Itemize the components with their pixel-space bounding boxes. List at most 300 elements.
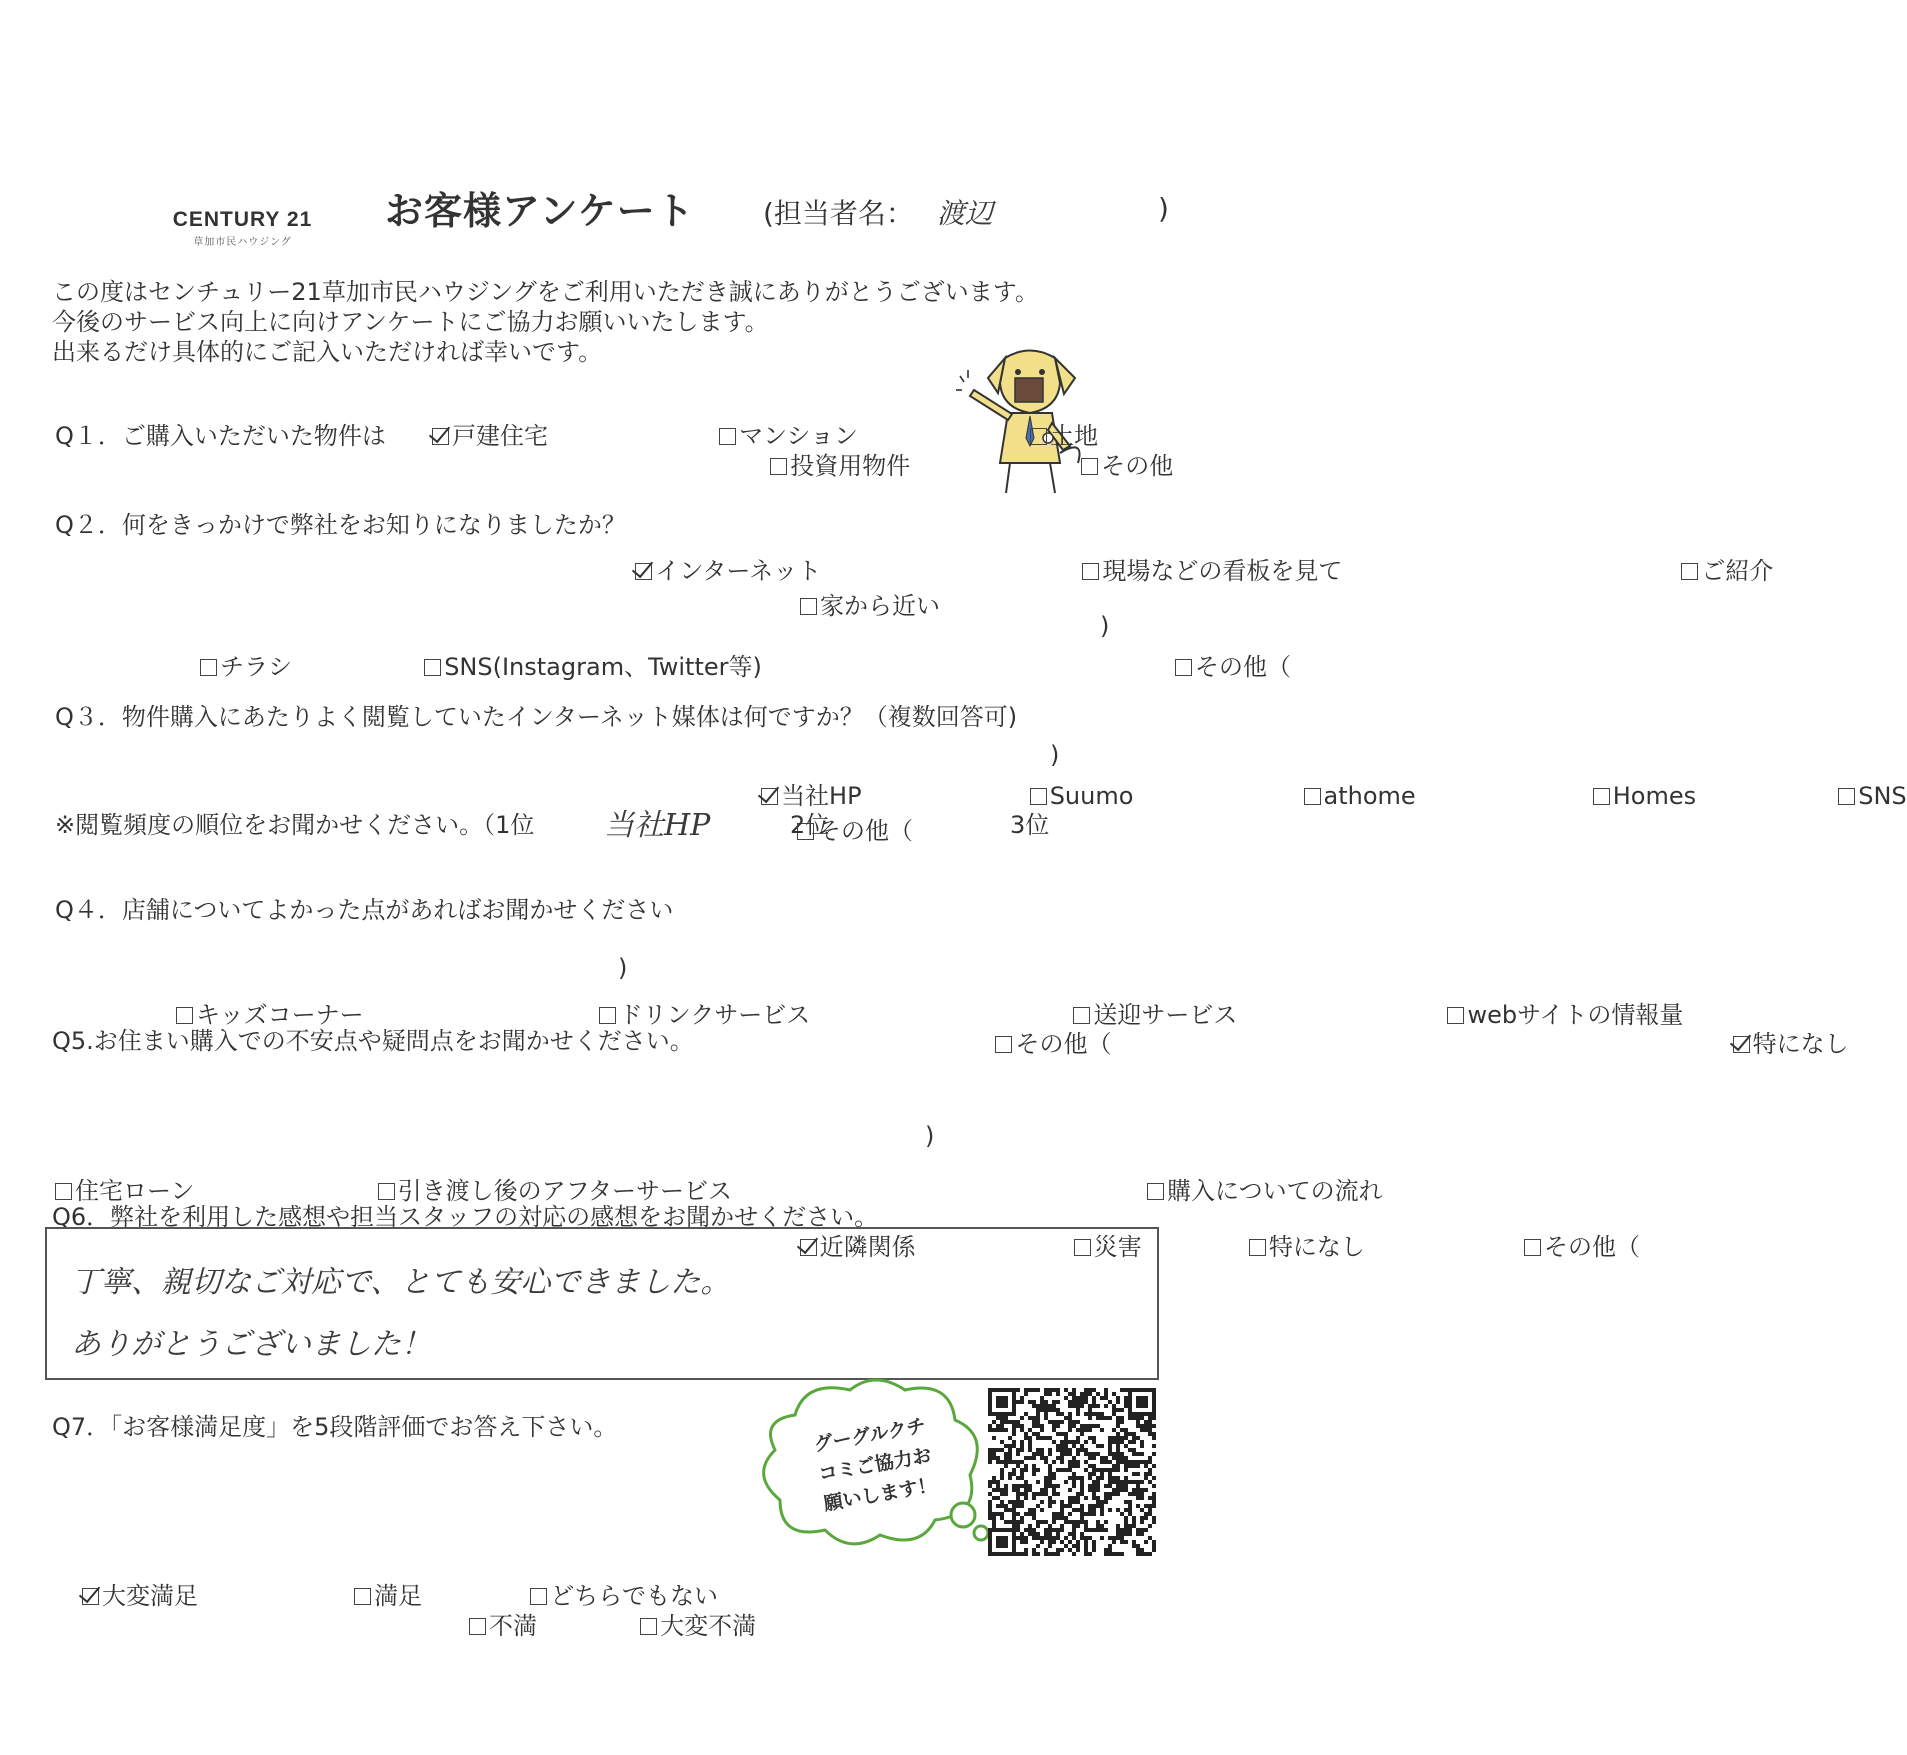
qr-module bbox=[1060, 1412, 1064, 1416]
qr-module bbox=[1020, 1416, 1024, 1420]
q4-option-kids-corner[interactable]: キッズコーナー bbox=[176, 995, 364, 1030]
checkbox-icon[interactable] bbox=[200, 659, 217, 676]
checkbox-icon[interactable] bbox=[1447, 1007, 1464, 1024]
q2-option-near-home[interactable]: 家から近い bbox=[800, 586, 940, 621]
qr-module bbox=[1076, 1452, 1080, 1456]
qr-module bbox=[1152, 1476, 1156, 1480]
checkbox-icon[interactable] bbox=[469, 1618, 486, 1635]
qr-code-graphic bbox=[988, 1388, 1156, 1556]
qr-module bbox=[1120, 1456, 1124, 1460]
qr-module bbox=[988, 1504, 992, 1508]
qr-module bbox=[1096, 1484, 1100, 1488]
qr-module bbox=[1148, 1496, 1152, 1500]
qr-module bbox=[1136, 1548, 1140, 1552]
checkbox-icon[interactable] bbox=[1524, 1239, 1541, 1256]
q3-option-other[interactable]: その他（ bbox=[797, 811, 913, 846]
qr-module bbox=[1152, 1404, 1156, 1408]
qr-code-icon[interactable] bbox=[988, 1388, 1156, 1556]
qr-module bbox=[1108, 1552, 1112, 1556]
qr-module bbox=[1104, 1396, 1108, 1400]
qr-module bbox=[1032, 1536, 1036, 1540]
qr-module bbox=[1084, 1544, 1088, 1548]
qr-module bbox=[1048, 1504, 1052, 1508]
qr-module bbox=[1012, 1500, 1016, 1504]
qr-module bbox=[1140, 1552, 1144, 1556]
checkbox-icon[interactable] bbox=[719, 428, 736, 445]
qr-module bbox=[1008, 1452, 1012, 1456]
qr-module bbox=[1132, 1464, 1136, 1468]
qr-module bbox=[1088, 1476, 1092, 1480]
qr-module bbox=[1040, 1396, 1044, 1400]
qr-module bbox=[1016, 1484, 1020, 1488]
qr-module bbox=[1140, 1396, 1144, 1400]
checkbox-checked-icon[interactable] bbox=[82, 1588, 99, 1605]
q5-option-nothing[interactable]: 特になし bbox=[1249, 1227, 1365, 1262]
qr-module bbox=[1076, 1476, 1080, 1480]
qr-module bbox=[1028, 1508, 1032, 1512]
qr-module bbox=[1036, 1408, 1040, 1412]
qr-module bbox=[1084, 1396, 1088, 1400]
qr-module bbox=[1004, 1528, 1008, 1532]
qr-module bbox=[1088, 1428, 1092, 1432]
qr-module bbox=[1036, 1448, 1040, 1452]
qr-module bbox=[992, 1476, 996, 1480]
qr-module bbox=[1000, 1492, 1004, 1496]
qr-module bbox=[1076, 1548, 1080, 1552]
q5-option-after-service[interactable]: 引き渡し後のアフターサービス bbox=[378, 1171, 732, 1206]
qr-module bbox=[1068, 1416, 1072, 1420]
checkbox-icon[interactable] bbox=[1073, 1007, 1090, 1024]
qr-module bbox=[1068, 1464, 1072, 1468]
qr-module bbox=[996, 1544, 1000, 1548]
qr-module bbox=[992, 1420, 996, 1424]
qr-module bbox=[1060, 1500, 1064, 1504]
qr-module bbox=[1116, 1396, 1120, 1400]
qr-module bbox=[988, 1552, 992, 1556]
qr-module bbox=[1028, 1488, 1032, 1492]
qr-module bbox=[1104, 1468, 1108, 1472]
qr-module bbox=[1032, 1468, 1036, 1472]
qr-module bbox=[1076, 1544, 1080, 1548]
staff-close: ) bbox=[1158, 192, 1169, 225]
qr-module bbox=[1032, 1552, 1036, 1556]
qr-module bbox=[1004, 1488, 1008, 1492]
qr-module bbox=[1012, 1520, 1016, 1524]
qr-module bbox=[1120, 1428, 1124, 1432]
qr-module bbox=[1048, 1464, 1052, 1468]
qr-module bbox=[1052, 1492, 1056, 1496]
qr-module bbox=[1040, 1452, 1044, 1456]
qr-module bbox=[1100, 1512, 1104, 1516]
qr-module bbox=[1084, 1400, 1088, 1404]
qr-module bbox=[1068, 1440, 1072, 1444]
qr-module bbox=[1032, 1400, 1036, 1404]
q7-option-very-satisfied[interactable]: 大変満足 bbox=[82, 1576, 198, 1611]
qr-module bbox=[1116, 1532, 1120, 1536]
q1-option-other[interactable]: その他 bbox=[1081, 446, 1173, 481]
qr-module bbox=[1136, 1412, 1140, 1416]
qr-module bbox=[1024, 1512, 1028, 1516]
checkbox-icon[interactable] bbox=[770, 458, 787, 475]
qr-module bbox=[1136, 1416, 1140, 1420]
qr-module bbox=[1072, 1392, 1076, 1396]
qr-module bbox=[1108, 1548, 1112, 1552]
qr-module bbox=[1052, 1536, 1056, 1540]
q5-label: Q5.お住まい購入での不安点や疑問点をお聞かせください。 bbox=[52, 1027, 694, 1055]
q5-option-other[interactable]: その他（ bbox=[1524, 1227, 1640, 1262]
qr-module bbox=[1036, 1404, 1040, 1408]
qr-module bbox=[1148, 1424, 1152, 1428]
qr-module bbox=[1056, 1420, 1060, 1424]
qr-module bbox=[1040, 1436, 1044, 1440]
qr-module bbox=[1124, 1436, 1128, 1440]
qr-module bbox=[988, 1404, 992, 1408]
qr-module bbox=[1056, 1528, 1060, 1532]
q7-option-very-dissatisfied[interactable]: 大変不満 bbox=[640, 1606, 756, 1641]
qr-module bbox=[1076, 1396, 1080, 1400]
qr-module bbox=[1152, 1432, 1156, 1436]
qr-module bbox=[1056, 1432, 1060, 1436]
q4-option-website-info[interactable]: webサイトの情報量 bbox=[1447, 995, 1683, 1030]
qr-module bbox=[1096, 1504, 1100, 1508]
checkbox-icon[interactable] bbox=[1593, 788, 1610, 805]
qr-module bbox=[1152, 1520, 1156, 1524]
qr-module bbox=[988, 1528, 992, 1532]
qr-module bbox=[996, 1504, 1000, 1508]
qr-module bbox=[1120, 1408, 1124, 1412]
qr-module bbox=[1024, 1412, 1028, 1416]
qr-module bbox=[1004, 1484, 1008, 1488]
qr-module bbox=[1144, 1464, 1148, 1468]
qr-module bbox=[1000, 1476, 1004, 1480]
qr-module bbox=[1092, 1396, 1096, 1400]
qr-module bbox=[1052, 1472, 1056, 1476]
qr-module bbox=[996, 1412, 1000, 1416]
qr-module bbox=[988, 1428, 992, 1432]
qr-module bbox=[1092, 1496, 1096, 1500]
q2-option-referral[interactable]: ご紹介 bbox=[1681, 551, 1773, 586]
qr-module bbox=[1072, 1552, 1076, 1556]
qr-module bbox=[1076, 1420, 1080, 1424]
qr-module bbox=[1032, 1548, 1036, 1552]
qr-module bbox=[1020, 1484, 1024, 1488]
q2-option-internet[interactable]: インターネット bbox=[635, 551, 821, 586]
checkbox-icon[interactable] bbox=[424, 659, 441, 676]
qr-module bbox=[1076, 1500, 1080, 1504]
qr-module bbox=[1144, 1512, 1148, 1516]
qr-module bbox=[1144, 1460, 1148, 1464]
qr-module bbox=[1072, 1484, 1076, 1488]
qr-module bbox=[1152, 1424, 1156, 1428]
qr-module bbox=[1056, 1512, 1060, 1516]
q2-option-other[interactable]: その他（ bbox=[1175, 647, 1291, 682]
q2-option-signboard[interactable]: 現場などの看板を見て bbox=[1082, 551, 1342, 586]
qr-module bbox=[1096, 1520, 1100, 1524]
qr-module bbox=[1044, 1408, 1048, 1412]
qr-module bbox=[1060, 1468, 1064, 1472]
qr-module bbox=[1136, 1388, 1140, 1392]
qr-module bbox=[996, 1512, 1000, 1516]
checkbox-icon[interactable] bbox=[800, 598, 817, 615]
qr-module bbox=[1112, 1536, 1116, 1540]
q5-option-neighbors[interactable]: 近隣関係 bbox=[800, 1227, 916, 1262]
qr-module bbox=[1128, 1392, 1132, 1396]
qr-module bbox=[1004, 1388, 1008, 1392]
qr-module bbox=[992, 1452, 996, 1456]
qr-module bbox=[1000, 1552, 1004, 1556]
qr-module bbox=[1012, 1432, 1016, 1436]
qr-module bbox=[1116, 1444, 1120, 1448]
qr-module bbox=[1076, 1464, 1080, 1468]
qr-module bbox=[1076, 1508, 1080, 1512]
qr-module bbox=[1012, 1392, 1016, 1396]
qr-module bbox=[1012, 1512, 1016, 1516]
qr-module bbox=[1112, 1464, 1116, 1468]
q7-option-dissatisfied[interactable]: 不満 bbox=[469, 1606, 537, 1641]
q2-option-sns[interactable]: SNS(Instagram、Twitter等) bbox=[424, 647, 762, 682]
qr-module bbox=[1012, 1440, 1016, 1444]
qr-module bbox=[1048, 1540, 1052, 1544]
qr-module bbox=[1000, 1416, 1004, 1420]
qr-module bbox=[1116, 1528, 1120, 1532]
qr-module bbox=[1096, 1416, 1100, 1420]
checkbox-icon[interactable] bbox=[1081, 458, 1098, 475]
qr-module bbox=[1040, 1520, 1044, 1524]
qr-module bbox=[992, 1456, 996, 1460]
checkbox-icon[interactable] bbox=[1249, 1239, 1266, 1256]
qr-module bbox=[1060, 1516, 1064, 1520]
qr-module bbox=[1100, 1528, 1104, 1532]
qr-module bbox=[1112, 1392, 1116, 1396]
qr-module bbox=[992, 1528, 996, 1532]
qr-module bbox=[1124, 1520, 1128, 1524]
qr-module bbox=[1084, 1540, 1088, 1544]
qr-module bbox=[1152, 1548, 1156, 1552]
qr-module bbox=[1120, 1488, 1124, 1492]
qr-module bbox=[1044, 1548, 1048, 1552]
qr-module bbox=[1012, 1472, 1016, 1476]
qr-module bbox=[1088, 1508, 1092, 1512]
qr-module bbox=[1136, 1528, 1140, 1532]
qr-module bbox=[1064, 1436, 1068, 1440]
qr-module bbox=[1044, 1480, 1048, 1484]
qr-module bbox=[1056, 1548, 1060, 1552]
qr-module bbox=[1148, 1512, 1152, 1516]
qr-module bbox=[1124, 1488, 1128, 1492]
q4-option-nothing[interactable]: 特になし bbox=[1733, 1024, 1849, 1059]
q5-option-purchase-flow[interactable]: 購入についての流れ bbox=[1147, 1171, 1383, 1206]
q1-option-house[interactable]: 戸建住宅 bbox=[432, 416, 548, 451]
qr-module bbox=[1144, 1528, 1148, 1532]
qr-module bbox=[1048, 1524, 1052, 1528]
qr-module bbox=[1140, 1532, 1144, 1536]
q4-option-pickup[interactable]: 送迎サービス bbox=[1073, 995, 1237, 1030]
qr-module bbox=[992, 1436, 996, 1440]
qr-module bbox=[1072, 1524, 1076, 1528]
qr-module bbox=[1008, 1508, 1012, 1512]
qr-module bbox=[1116, 1484, 1120, 1488]
qr-module bbox=[996, 1400, 1000, 1404]
qr-module bbox=[1008, 1472, 1012, 1476]
qr-module bbox=[1056, 1456, 1060, 1460]
qr-module bbox=[1024, 1496, 1028, 1500]
qr-module bbox=[1048, 1452, 1052, 1456]
qr-module bbox=[1104, 1416, 1108, 1420]
qr-module bbox=[1152, 1444, 1156, 1448]
q6-answer-box[interactable] bbox=[45, 1227, 1159, 1380]
qr-module bbox=[1052, 1424, 1056, 1428]
staff-field bbox=[763, 192, 993, 232]
qr-module bbox=[996, 1416, 1000, 1420]
qr-module bbox=[1140, 1488, 1144, 1492]
qr-module bbox=[1032, 1464, 1036, 1468]
q3-option-sns[interactable]: SNS bbox=[1838, 782, 1906, 810]
staff-name[interactable]: 渡辺 bbox=[936, 197, 993, 230]
qr-module bbox=[992, 1524, 996, 1528]
q7-option-satisfied[interactable]: 満足 bbox=[354, 1576, 422, 1611]
qr-module bbox=[1144, 1404, 1148, 1408]
checkbox-icon[interactable] bbox=[1030, 428, 1047, 445]
checkbox-icon[interactable] bbox=[1082, 563, 1099, 580]
qr-module bbox=[1132, 1412, 1136, 1416]
qr-module bbox=[1148, 1420, 1152, 1424]
qr-module bbox=[1096, 1424, 1100, 1428]
qr-module bbox=[1112, 1456, 1116, 1460]
qr-module bbox=[1116, 1536, 1120, 1540]
checkbox-icon[interactable] bbox=[1175, 659, 1192, 676]
checkbox-icon[interactable] bbox=[1304, 788, 1321, 805]
q3-rank1-answer[interactable]: 当社HP bbox=[604, 808, 711, 843]
qr-module bbox=[1068, 1452, 1072, 1456]
qr-module bbox=[1096, 1452, 1100, 1456]
checkbox-icon[interactable] bbox=[354, 1588, 371, 1605]
q1-option-mansion[interactable]: マンション bbox=[719, 416, 858, 451]
qr-module bbox=[1112, 1540, 1116, 1544]
qr-module bbox=[1044, 1412, 1048, 1416]
qr-module bbox=[1052, 1404, 1056, 1408]
checkbox-icon[interactable] bbox=[640, 1618, 657, 1635]
qr-module bbox=[1000, 1448, 1004, 1452]
qr-module bbox=[1140, 1548, 1144, 1552]
page-title: お客様アンケート bbox=[385, 189, 695, 233]
q2-option-flyer[interactable]: チラシ bbox=[200, 647, 292, 682]
qr-module bbox=[996, 1396, 1000, 1400]
qr-module bbox=[1112, 1488, 1116, 1492]
qr-module bbox=[1076, 1492, 1080, 1496]
qr-module bbox=[1108, 1452, 1112, 1456]
qr-module bbox=[1088, 1456, 1092, 1460]
qr-module bbox=[1120, 1440, 1124, 1444]
qr-module bbox=[1052, 1476, 1056, 1480]
qr-module bbox=[1008, 1436, 1012, 1440]
qr-module bbox=[1128, 1432, 1132, 1436]
qr-module bbox=[1020, 1396, 1024, 1400]
qr-module bbox=[1116, 1408, 1120, 1412]
qr-module bbox=[1148, 1508, 1152, 1512]
qr-module bbox=[1052, 1500, 1056, 1504]
qr-module bbox=[1152, 1436, 1156, 1440]
qr-module bbox=[1004, 1552, 1008, 1556]
qr-module bbox=[1024, 1484, 1028, 1488]
checkbox-icon[interactable] bbox=[1681, 563, 1698, 580]
qr-module bbox=[1016, 1520, 1020, 1524]
qr-module bbox=[1120, 1484, 1124, 1488]
qr-module bbox=[988, 1516, 992, 1520]
qr-module bbox=[1076, 1520, 1080, 1524]
q3-option-homes[interactable]: Homes bbox=[1593, 782, 1696, 810]
qr-module bbox=[1016, 1496, 1020, 1500]
qr-module bbox=[1104, 1528, 1108, 1532]
qr-module bbox=[1012, 1552, 1016, 1556]
qr-module bbox=[1072, 1400, 1076, 1404]
q5-option-housing-loan[interactable]: 住宅ローン bbox=[55, 1171, 195, 1206]
q3-option-suumo[interactable]: Suumo bbox=[1030, 782, 1134, 810]
qr-module bbox=[1020, 1424, 1024, 1428]
qr-module bbox=[1136, 1420, 1140, 1424]
qr-module bbox=[1036, 1536, 1040, 1540]
q7-option-neutral[interactable]: どちらでもない bbox=[530, 1576, 718, 1611]
qr-module bbox=[988, 1532, 992, 1536]
qr-module bbox=[1136, 1400, 1140, 1404]
checkbox-icon[interactable] bbox=[1838, 788, 1855, 805]
qr-module bbox=[1136, 1452, 1140, 1456]
qr-module bbox=[1140, 1412, 1144, 1416]
qr-module bbox=[1116, 1468, 1120, 1472]
qr-module bbox=[1108, 1544, 1112, 1548]
qr-module bbox=[1004, 1416, 1008, 1420]
qr-module bbox=[1116, 1452, 1120, 1456]
qr-module bbox=[1148, 1412, 1152, 1416]
checkbox-checked-icon[interactable] bbox=[635, 563, 652, 580]
qr-module bbox=[1048, 1388, 1052, 1392]
qr-module bbox=[1064, 1520, 1068, 1524]
checkbox-icon[interactable] bbox=[1030, 788, 1047, 805]
checkbox-checked-icon[interactable] bbox=[1733, 1036, 1750, 1053]
checkbox-checked-icon[interactable] bbox=[432, 428, 449, 445]
qr-module bbox=[988, 1500, 992, 1504]
q4-option-other[interactable]: その他（ bbox=[995, 1024, 1111, 1059]
qr-module bbox=[1116, 1420, 1120, 1424]
q3-option-company-hp[interactable]: 当社HP bbox=[761, 776, 862, 811]
qr-module bbox=[1068, 1412, 1072, 1416]
q5-option-disaster[interactable]: 災害 bbox=[1074, 1227, 1142, 1262]
checkbox-icon[interactable] bbox=[995, 1036, 1012, 1053]
qr-module bbox=[1024, 1540, 1028, 1544]
q1-option-investment[interactable]: 投資用物件 bbox=[770, 446, 910, 481]
qr-module bbox=[992, 1480, 996, 1484]
qr-module bbox=[1136, 1544, 1140, 1548]
qr-module bbox=[1088, 1392, 1092, 1396]
qr-module bbox=[1152, 1452, 1156, 1456]
qr-module bbox=[1048, 1476, 1052, 1480]
qr-module bbox=[1016, 1528, 1020, 1532]
qr-module bbox=[1044, 1536, 1048, 1540]
checkbox-checked-icon[interactable] bbox=[761, 788, 778, 805]
qr-module bbox=[1132, 1460, 1136, 1464]
q3-option-athome[interactable]: athome bbox=[1304, 782, 1416, 810]
qr-module bbox=[988, 1412, 992, 1416]
checkbox-icon[interactable] bbox=[530, 1588, 547, 1605]
q4-option-drink[interactable]: ドリンクサービス bbox=[599, 995, 811, 1030]
q1-option-land[interactable]: 土地 bbox=[1030, 416, 1098, 451]
qr-module bbox=[1012, 1400, 1016, 1404]
qr-module bbox=[1120, 1388, 1124, 1392]
qr-module bbox=[1000, 1536, 1004, 1540]
checkbox-icon[interactable] bbox=[1147, 1183, 1164, 1200]
qr-module bbox=[1124, 1484, 1128, 1488]
qr-module bbox=[1052, 1540, 1056, 1544]
qr-module bbox=[996, 1528, 1000, 1532]
